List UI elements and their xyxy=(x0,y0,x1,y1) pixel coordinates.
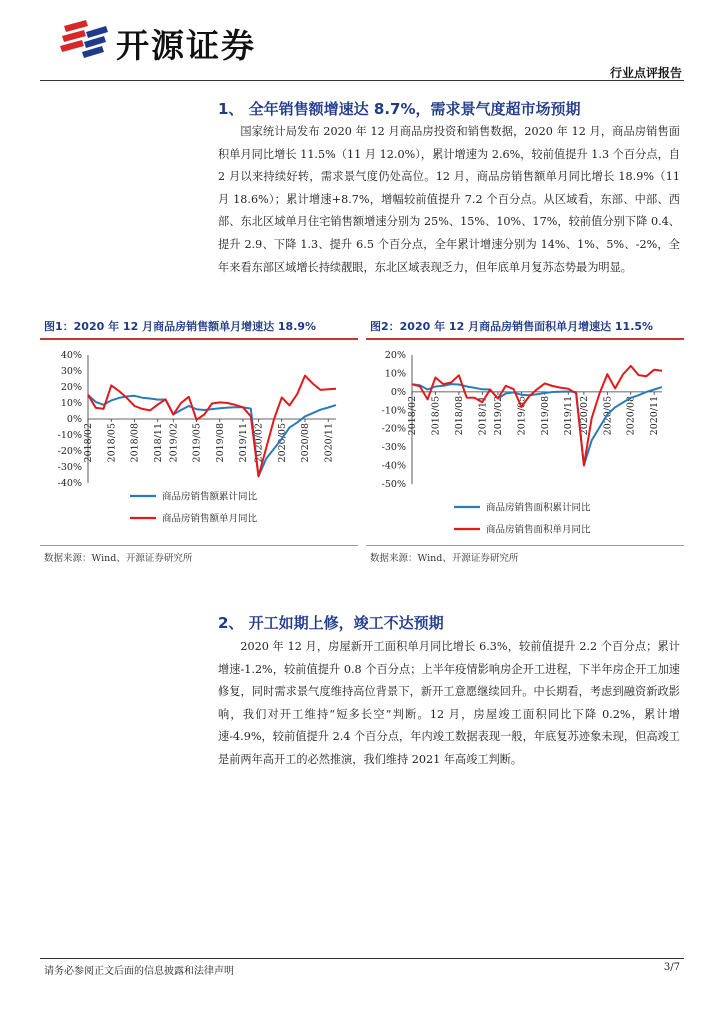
y-tick-label: -10% xyxy=(57,430,82,441)
x-tick-label: 2020/02 xyxy=(253,423,265,463)
x-tick-label: 2019/11 xyxy=(238,423,249,463)
x-tick-label: 2020/11 xyxy=(323,423,335,463)
x-tick-label: 2018/08 xyxy=(453,395,465,436)
y-tick-label: 10% xyxy=(384,368,406,380)
figure1-source: 数据来源：Wind、开源证券研究所 xyxy=(44,553,193,564)
y-tick-label: 20% xyxy=(384,350,406,361)
x-tick-label: 2020/11 xyxy=(649,395,661,436)
y-tick-label: -50% xyxy=(381,479,406,490)
header-divider xyxy=(40,80,684,81)
x-tick-label: 2018/02 xyxy=(407,395,418,436)
section1-paragraph: 国家统计局发布 2020 年 12 月商品房投资和销售数据，2020 年 12 月，商品房销售面积单月同比增长 11.5%（11 月 12.0%），累计增速为 2.6%，较前值提升 1.3 个百分点，自 2 月以来持续好转，需求景气度仍处高位。12 月，商品房销售额单月同比增长 18.9%（11 月 18.6%）；累计增速+8.7%，增幅较前值提升 7.2 个百分点。从区域看，东部、中部、西部、东北区域单月住宅销售额增速分别为 25%、15%、10%、17%，较前值分别下降 0.4、提升 2.9、下降 1.3、提升 6.5 个百分点，全年累计增速分别为 14%、1%、5%、-2%，全年来看东部区域增长持续靓眼，东北区域表现乏力，但年底单月复苏态势最为明显。 xyxy=(218,125,680,274)
x-tick-label: 2018/05 xyxy=(106,423,118,463)
y-tick-label: 30% xyxy=(60,366,82,377)
x-tick-label: 2019/05 xyxy=(516,395,528,436)
x-tick-label: 2020/05 xyxy=(602,395,614,436)
x-tick-label: 2018/02 xyxy=(83,423,94,463)
section1-heading: 1、 全年销售额增速达 8.7%，需求景气度超市场预期 xyxy=(218,100,581,118)
legend-label: 商品房销售额累计同比 xyxy=(162,491,258,503)
footer-divider xyxy=(40,958,684,959)
figure2-title: 图2：2020 年 12 月商品房销售面积单月增速达 11.5% xyxy=(370,320,654,333)
y-tick-label: -40% xyxy=(57,478,82,489)
figure2-title-rule xyxy=(366,338,684,340)
legend-label: 商品房销售面积累计同比 xyxy=(486,502,591,514)
series-line-1 xyxy=(88,376,336,477)
footer-disclaimer: 请务必参阅正文后面的信息披露和法律声明 xyxy=(44,966,234,977)
figure2-source: 数据来源：Wind、开源证券研究所 xyxy=(370,553,519,564)
section2-heading: 2、 开工如期上修，竣工不达预期 xyxy=(218,614,444,632)
x-tick-label: 2019/08 xyxy=(539,395,551,436)
figure2-bottom-rule xyxy=(366,545,684,546)
y-tick-label: -20% xyxy=(381,423,406,435)
x-tick-label: 2019/02 xyxy=(492,395,504,436)
x-tick-label: 2019/05 xyxy=(191,423,203,463)
x-tick-label: 2019/02 xyxy=(168,423,180,463)
x-tick-label: 2018/11 xyxy=(477,395,489,436)
y-tick-label: 0% xyxy=(390,386,406,398)
x-tick-label: 2020/08 xyxy=(300,423,311,463)
x-tick-label: 2020/02 xyxy=(578,395,590,436)
y-tick-label: -40% xyxy=(381,460,406,472)
figure1-title: 图1：2020 年 12 月商品房销售额单月增速达 18.9% xyxy=(44,320,317,333)
x-tick-label: 2020/05 xyxy=(276,423,288,463)
x-tick-label: 2018/08 xyxy=(129,423,141,463)
page-number: 3/7 xyxy=(663,962,680,973)
legend-label: 商品房销售面积单月同比 xyxy=(486,524,591,536)
figure2-chart xyxy=(366,345,684,540)
x-tick-label: 2020/08 xyxy=(625,395,637,436)
y-tick-label: 10% xyxy=(60,398,82,409)
y-tick-label: 40% xyxy=(60,350,82,361)
x-tick-label: 2018/11 xyxy=(152,423,164,463)
figure1-chart xyxy=(40,345,358,540)
y-tick-label: -30% xyxy=(57,462,82,473)
series-line-0 xyxy=(412,384,662,465)
y-tick-label: -30% xyxy=(381,442,406,454)
company-name: 开源证券 xyxy=(116,26,256,65)
x-tick-label: 2018/05 xyxy=(430,395,442,436)
x-tick-label: 2019/08 xyxy=(214,423,226,463)
y-tick-label: 0% xyxy=(66,414,82,425)
series-line-0 xyxy=(88,395,336,477)
company-logo-icon xyxy=(58,18,112,62)
series-line-1 xyxy=(412,366,662,466)
y-tick-label: -10% xyxy=(381,405,406,417)
figure1-bottom-rule xyxy=(40,545,358,546)
y-tick-label: 20% xyxy=(60,382,82,393)
y-tick-label: -20% xyxy=(57,446,82,457)
report-type-label: 行业点评报告 xyxy=(609,66,682,80)
legend-label: 商品房销售额单月同比 xyxy=(162,513,258,525)
x-tick-label: 2019/11 xyxy=(563,395,575,436)
section2-paragraph: 2020 年 12 月，房屋新开工面积单月同比增长 6.3%，较前值提升 2.2 个百分点；累计增速-1.2%，较前值提升 0.8 个百分点；上半年疫情影响房企开工进程，下半年房企开工加速修复，同时需求景气度维持高位背景下，新开工意愿继续回升。中长期看，考虑到融资新政影响，我们对开工维持“短多长空”判断。12 月，房屋竣工面积同比下降 0.2%，累计增速-4.9%，较前值提升 2.4 个百分点，年内竣工数据表现一般，年底复苏迹象未现，但高竣工是前两年高开工的必然推演，我们维持 2021 年高竣工判断。 xyxy=(218,640,680,766)
figure1-title-rule xyxy=(40,338,358,340)
